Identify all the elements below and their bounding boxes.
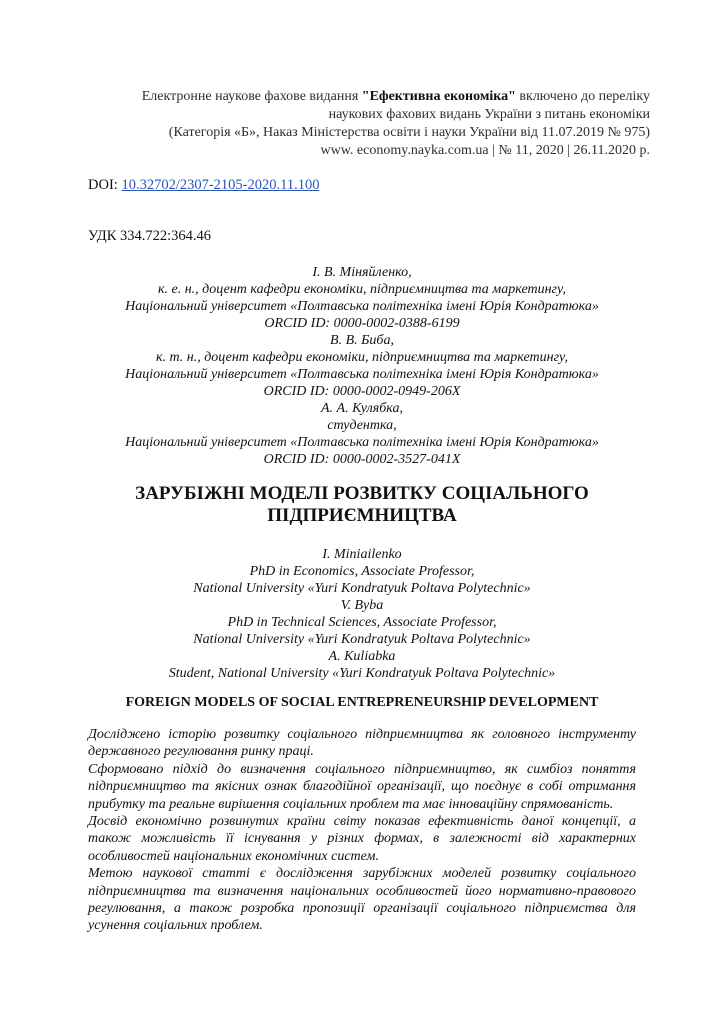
journal-header-line-4: www. economy.nayka.com.ua | № 11, 2020 | 26.11.2020 р. (320, 143, 650, 158)
author-line: V. Byba (340, 598, 384, 613)
article-title-english: FOREIGN MODELS OF SOCIAL ENTREPRENEURSHIP DEVELOPMENT (125, 695, 599, 710)
author-line: І. В. Міняйленко, (312, 265, 412, 280)
author-line: ORCID ID: 0000-0002-3527-041X (263, 452, 461, 467)
abstract-line: прибутку та реальне вирішення соціальних проблем та має інноваційну спрямованість. (88, 796, 614, 812)
doi-link[interactable]: 10.32702/2307-2105-2020.11.100 (121, 177, 320, 193)
author-line: Національний університет «Полтавська політехніка імені Юрія Кондратюка» (125, 299, 599, 314)
author-line: к. т. н., доцент кафедри економіки, підприємництва та маркетингу, (155, 350, 569, 365)
abstract-line: усунення соціальних проблем. (88, 918, 263, 934)
author-line: National University «Yuri Kondratyuk Poltava Polytechnic» (193, 581, 531, 596)
author-line: Національний університет «Полтавська політехніка імені Юрія Кондратюка» (125, 435, 599, 450)
author-line: National University «Yuri Kondratyuk Poltava Polytechnic» (193, 632, 531, 647)
author-line: I. Miniailenko (322, 547, 402, 562)
journal-header (70, 88, 650, 160)
author-line: А. А. Кулябка, (321, 401, 403, 416)
authors-english (88, 546, 636, 682)
abstract-line: регулювання, а також розробка пропозиції організації соціального підприємства для (88, 901, 636, 917)
author-line: В. В. Биба, (330, 333, 394, 348)
abstract-line: підприємництва та визначення національних особливостей його нормативно-правового (88, 883, 636, 899)
journal-header-line-2: наукових фахових видань України з питань економіки (328, 107, 650, 122)
abstract-line: Метою наукової статті є дослідження зарубіжних моделей розвитку соціального (88, 866, 636, 882)
abstract-line: особливостей національних економічних систем. (88, 848, 379, 864)
author-line: PhD in Economics, Associate Professor, (249, 564, 475, 579)
abstract-line: підприємництво та якісних ознак благодійної організації, що поєднує в собі отримання (88, 779, 636, 795)
author-line: к. е. н., доцент кафедри економіки, підприємництва та маркетингу, (157, 282, 567, 297)
doi (88, 176, 319, 194)
abstract-line: Досвід економічно розвинутих країни світу показав ефективність даної концепції, а (88, 814, 636, 830)
udk-code: УДК 334.722:364.46 (88, 228, 212, 244)
author-line: ORCID ID: 0000-0002-0949-206X (263, 384, 461, 399)
author-line: A. Kuliabka (328, 649, 396, 664)
author-line: PhD in Technical Sciences, Associate Professor, (227, 615, 497, 630)
article-title-ukrainian: ЗАРУБІЖНІ МОДЕЛІ РОЗВИТКУ СОЦІАЛЬНОГО ПІДПРИЄМНИЦТВА (135, 483, 589, 526)
journal-header-line-3: (Категорія «Б», Наказ Міністерства освіти і науки України від 11.07.2019 № 975) (168, 125, 650, 140)
journal-name: "Ефективна економіка" (361, 89, 516, 104)
journal-header-line-1: Електронне наукове фахове видання "Ефективна економіка" включено до переліку (141, 89, 650, 104)
abstract (88, 726, 636, 935)
abstract-line: Досліджено історію розвитку соціального підприємництва як головного інструменту (88, 727, 636, 742)
abstract-line: державного регулювання ринку праці. (88, 744, 314, 760)
author-line: Student, National University «Yuri Kondratyuk Poltava Polytechnic» (168, 666, 556, 681)
author-line: Національний університет «Полтавська політехніка імені Юрія Кондратюка» (125, 367, 599, 382)
author-line: ORCID ID: 0000-0002-0388-6199 (264, 316, 460, 331)
abstract-line: Сформовано підхід до визначення соціального підприємництво, як симбіоз поняття (88, 761, 636, 777)
author-line: студентка, (327, 418, 397, 433)
authors-ukrainian (88, 264, 636, 468)
abstract-line: також можливість її існування у різних формах, в залежності від характерних (88, 831, 636, 847)
doi-label: DOI: (88, 177, 122, 193)
